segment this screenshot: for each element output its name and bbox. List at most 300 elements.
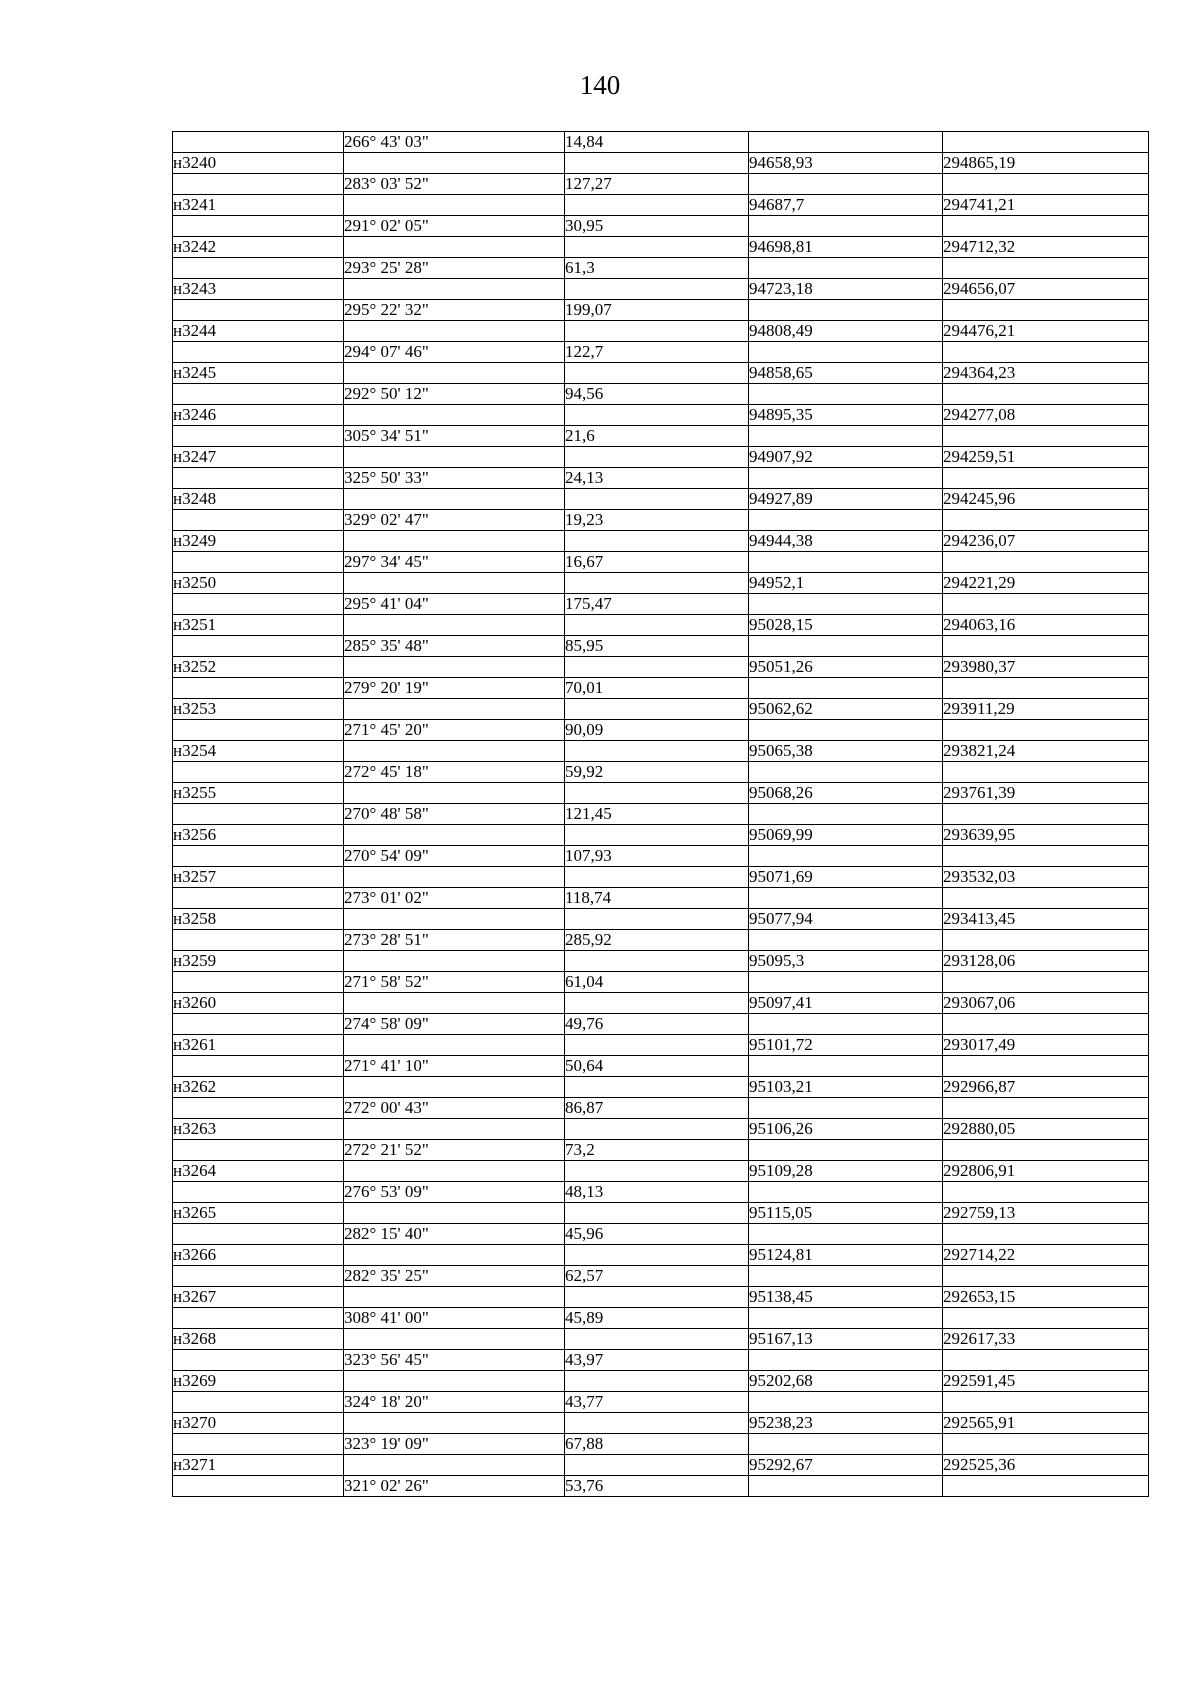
distance-cell <box>565 993 749 1014</box>
y-coordinate-cell: 293532,03 <box>943 867 1149 888</box>
y-coordinate-cell: 294259,51 <box>943 447 1149 468</box>
point-name-cell <box>173 426 344 447</box>
direction-angle-cell <box>344 615 565 636</box>
point-name-cell <box>173 510 344 531</box>
y-coordinate-cell: 292714,22 <box>943 1245 1149 1266</box>
distance-cell: 118,74 <box>565 888 749 909</box>
table-row <box>173 363 1149 384</box>
x-coordinate-cell <box>749 1140 943 1161</box>
direction-angle-cell: 271° 41' 10" <box>344 1056 565 1077</box>
y-coordinate-cell <box>943 132 1149 153</box>
x-coordinate-cell: 94927,89 <box>749 489 943 510</box>
point-name-cell: н3263 <box>173 1119 344 1140</box>
point-name-cell <box>173 216 344 237</box>
distance-cell <box>565 825 749 846</box>
x-coordinate-cell: 95077,94 <box>749 909 943 930</box>
direction-angle-cell: 270° 54' 09" <box>344 846 565 867</box>
y-coordinate-cell <box>943 930 1149 951</box>
table-row <box>173 258 1149 279</box>
direction-angle-cell <box>344 531 565 552</box>
x-coordinate-cell: 94723,18 <box>749 279 943 300</box>
x-coordinate-cell: 95069,99 <box>749 825 943 846</box>
point-name-cell <box>173 888 344 909</box>
x-coordinate-cell: 95028,15 <box>749 615 943 636</box>
table-row <box>173 909 1149 930</box>
direction-angle-cell: 291° 02' 05" <box>344 216 565 237</box>
distance-cell: 19,23 <box>565 510 749 531</box>
y-coordinate-cell <box>943 972 1149 993</box>
distance-cell: 94,56 <box>565 384 749 405</box>
x-coordinate-cell <box>749 1266 943 1287</box>
x-coordinate-cell: 94658,93 <box>749 153 943 174</box>
x-coordinate-cell <box>749 1098 943 1119</box>
x-coordinate-cell <box>749 1392 943 1413</box>
distance-cell <box>565 279 749 300</box>
x-coordinate-cell <box>749 1014 943 1035</box>
x-coordinate-cell <box>749 1476 943 1497</box>
distance-cell: 16,67 <box>565 552 749 573</box>
distance-cell: 121,45 <box>565 804 749 825</box>
direction-angle-cell <box>344 489 565 510</box>
point-name-cell: н3257 <box>173 867 344 888</box>
x-coordinate-cell <box>749 132 943 153</box>
y-coordinate-cell <box>943 384 1149 405</box>
distance-cell <box>565 1077 749 1098</box>
point-name-cell: н3242 <box>173 237 344 258</box>
y-coordinate-cell <box>943 636 1149 657</box>
point-name-cell: н3260 <box>173 993 344 1014</box>
table-row <box>173 1098 1149 1119</box>
point-name-cell: н3249 <box>173 531 344 552</box>
point-name-cell: н3268 <box>173 1329 344 1350</box>
distance-cell: 48,13 <box>565 1182 749 1203</box>
point-name-cell: н3248 <box>173 489 344 510</box>
distance-cell: 61,04 <box>565 972 749 993</box>
y-coordinate-cell: 292617,33 <box>943 1329 1149 1350</box>
distance-cell <box>565 867 749 888</box>
coordinates-table-body <box>173 132 1149 1497</box>
direction-angle-cell: 270° 48' 58" <box>344 804 565 825</box>
table-row <box>173 510 1149 531</box>
point-name-cell <box>173 678 344 699</box>
distance-cell: 61,3 <box>565 258 749 279</box>
x-coordinate-cell <box>749 426 943 447</box>
y-coordinate-cell: 294741,21 <box>943 195 1149 216</box>
direction-angle-cell <box>344 783 565 804</box>
distance-cell: 85,95 <box>565 636 749 657</box>
distance-cell: 62,57 <box>565 1266 749 1287</box>
y-coordinate-cell <box>943 1434 1149 1455</box>
x-coordinate-cell <box>749 1224 943 1245</box>
distance-cell: 90,09 <box>565 720 749 741</box>
table-row <box>173 573 1149 594</box>
y-coordinate-cell <box>943 1056 1149 1077</box>
coordinates-table <box>172 131 1149 1497</box>
distance-cell: 199,07 <box>565 300 749 321</box>
distance-cell: 107,93 <box>565 846 749 867</box>
x-coordinate-cell <box>749 384 943 405</box>
x-coordinate-cell <box>749 678 943 699</box>
y-coordinate-cell: 294063,16 <box>943 615 1149 636</box>
x-coordinate-cell: 95138,45 <box>749 1287 943 1308</box>
direction-angle-cell <box>344 993 565 1014</box>
distance-cell <box>565 909 749 930</box>
point-name-cell <box>173 132 344 153</box>
direction-angle-cell: 293° 25' 28" <box>344 258 565 279</box>
distance-cell <box>565 1161 749 1182</box>
point-name-cell <box>173 720 344 741</box>
distance-cell: 59,92 <box>565 762 749 783</box>
table-row <box>173 489 1149 510</box>
direction-angle-cell: 274° 58' 09" <box>344 1014 565 1035</box>
distance-cell <box>565 1035 749 1056</box>
x-coordinate-cell <box>749 510 943 531</box>
point-name-cell: н3267 <box>173 1287 344 1308</box>
y-coordinate-cell <box>943 678 1149 699</box>
x-coordinate-cell <box>749 1056 943 1077</box>
table-row <box>173 1287 1149 1308</box>
point-name-cell <box>173 174 344 195</box>
table-row <box>173 321 1149 342</box>
table-row <box>173 195 1149 216</box>
y-coordinate-cell: 292806,91 <box>943 1161 1149 1182</box>
point-name-cell: н3256 <box>173 825 344 846</box>
direction-angle-cell <box>344 1035 565 1056</box>
y-coordinate-cell <box>943 1140 1149 1161</box>
table-row <box>173 720 1149 741</box>
point-name-cell: н3245 <box>173 363 344 384</box>
y-coordinate-cell <box>943 1098 1149 1119</box>
y-coordinate-cell: 292653,15 <box>943 1287 1149 1308</box>
y-coordinate-cell: 294236,07 <box>943 531 1149 552</box>
y-coordinate-cell <box>943 720 1149 741</box>
direction-angle-cell <box>344 405 565 426</box>
direction-angle-cell <box>344 867 565 888</box>
y-coordinate-cell <box>943 762 1149 783</box>
x-coordinate-cell <box>749 468 943 489</box>
distance-cell <box>565 699 749 720</box>
direction-angle-cell: 323° 56' 45" <box>344 1350 565 1371</box>
x-coordinate-cell: 95062,62 <box>749 699 943 720</box>
table-row <box>173 1392 1149 1413</box>
x-coordinate-cell: 95071,69 <box>749 867 943 888</box>
table-row <box>173 237 1149 258</box>
point-name-cell: н3270 <box>173 1413 344 1434</box>
x-coordinate-cell: 95124,81 <box>749 1245 943 1266</box>
direction-angle-cell: 266° 43' 03" <box>344 132 565 153</box>
table-row <box>173 615 1149 636</box>
table-row <box>173 426 1149 447</box>
y-coordinate-cell: 294656,07 <box>943 279 1149 300</box>
point-name-cell <box>173 1140 344 1161</box>
distance-cell <box>565 1287 749 1308</box>
x-coordinate-cell: 95103,21 <box>749 1077 943 1098</box>
y-coordinate-cell <box>943 174 1149 195</box>
distance-cell: 285,92 <box>565 930 749 951</box>
direction-angle-cell: 308° 41' 00" <box>344 1308 565 1329</box>
direction-angle-cell <box>344 1329 565 1350</box>
y-coordinate-cell <box>943 594 1149 615</box>
distance-cell: 122,7 <box>565 342 749 363</box>
point-name-cell: н3253 <box>173 699 344 720</box>
x-coordinate-cell: 95109,28 <box>749 1161 943 1182</box>
direction-angle-cell: 272° 21' 52" <box>344 1140 565 1161</box>
y-coordinate-cell: 293980,37 <box>943 657 1149 678</box>
point-name-cell: н3240 <box>173 153 344 174</box>
distance-cell: 67,88 <box>565 1434 749 1455</box>
y-coordinate-cell: 293067,06 <box>943 993 1149 1014</box>
table-row <box>173 1266 1149 1287</box>
point-name-cell: н3254 <box>173 741 344 762</box>
x-coordinate-cell <box>749 258 943 279</box>
table-row <box>173 678 1149 699</box>
direction-angle-cell: 282° 15' 40" <box>344 1224 565 1245</box>
point-name-cell: н3271 <box>173 1455 344 1476</box>
table-row <box>173 1119 1149 1140</box>
distance-cell: 53,76 <box>565 1476 749 1497</box>
direction-angle-cell <box>344 573 565 594</box>
x-coordinate-cell <box>749 804 943 825</box>
y-coordinate-cell: 294245,96 <box>943 489 1149 510</box>
point-name-cell: н3247 <box>173 447 344 468</box>
point-name-cell: н3251 <box>173 615 344 636</box>
distance-cell <box>565 1329 749 1350</box>
table-row <box>173 741 1149 762</box>
direction-angle-cell: 295° 22' 32" <box>344 300 565 321</box>
distance-cell: 70,01 <box>565 678 749 699</box>
distance-cell <box>565 153 749 174</box>
page-number: 140 <box>579 70 621 100</box>
x-coordinate-cell: 94808,49 <box>749 321 943 342</box>
direction-angle-cell: 271° 45' 20" <box>344 720 565 741</box>
direction-angle-cell <box>344 1413 565 1434</box>
table-row <box>173 783 1149 804</box>
direction-angle-cell <box>344 1203 565 1224</box>
direction-angle-cell: 273° 01' 02" <box>344 888 565 909</box>
x-coordinate-cell: 94698,81 <box>749 237 943 258</box>
table-row <box>173 930 1149 951</box>
y-coordinate-cell: 292565,91 <box>943 1413 1149 1434</box>
point-name-cell <box>173 804 344 825</box>
table-row <box>173 636 1149 657</box>
direction-angle-cell: 285° 35' 48" <box>344 636 565 657</box>
y-coordinate-cell: 292591,45 <box>943 1371 1149 1392</box>
distance-cell <box>565 951 749 972</box>
point-name-cell <box>173 1350 344 1371</box>
point-name-cell: н3259 <box>173 951 344 972</box>
table-row <box>173 384 1149 405</box>
x-coordinate-cell <box>749 1350 943 1371</box>
x-coordinate-cell: 94858,65 <box>749 363 943 384</box>
x-coordinate-cell: 95292,67 <box>749 1455 943 1476</box>
table-row <box>173 531 1149 552</box>
distance-cell <box>565 363 749 384</box>
point-name-cell: н3266 <box>173 1245 344 1266</box>
point-name-cell: н3264 <box>173 1161 344 1182</box>
distance-cell <box>565 1203 749 1224</box>
table-row <box>173 468 1149 489</box>
y-coordinate-cell <box>943 258 1149 279</box>
y-coordinate-cell <box>943 1014 1149 1035</box>
y-coordinate-cell <box>943 468 1149 489</box>
x-coordinate-cell <box>749 594 943 615</box>
table-row <box>173 1413 1149 1434</box>
distance-cell <box>565 237 749 258</box>
point-name-cell: н3258 <box>173 909 344 930</box>
distance-cell: 175,47 <box>565 594 749 615</box>
x-coordinate-cell <box>749 342 943 363</box>
point-name-cell <box>173 846 344 867</box>
distance-cell: 14,84 <box>565 132 749 153</box>
direction-angle-cell: 305° 34' 51" <box>344 426 565 447</box>
y-coordinate-cell: 293639,95 <box>943 825 1149 846</box>
y-coordinate-cell: 294221,29 <box>943 573 1149 594</box>
distance-cell: 127,27 <box>565 174 749 195</box>
direction-angle-cell <box>344 909 565 930</box>
point-name-cell: н3246 <box>173 405 344 426</box>
table-row <box>173 1182 1149 1203</box>
point-name-cell: н3265 <box>173 1203 344 1224</box>
x-coordinate-cell <box>749 552 943 573</box>
y-coordinate-cell <box>943 804 1149 825</box>
point-name-cell <box>173 300 344 321</box>
y-coordinate-cell <box>943 216 1149 237</box>
distance-cell <box>565 195 749 216</box>
y-coordinate-cell <box>943 1182 1149 1203</box>
distance-cell <box>565 741 749 762</box>
distance-cell: 86,87 <box>565 1098 749 1119</box>
direction-angle-cell: 294° 07' 46" <box>344 342 565 363</box>
direction-angle-cell <box>344 1245 565 1266</box>
y-coordinate-cell: 293821,24 <box>943 741 1149 762</box>
y-coordinate-cell <box>943 426 1149 447</box>
y-coordinate-cell: 292880,05 <box>943 1119 1149 1140</box>
y-coordinate-cell: 292966,87 <box>943 1077 1149 1098</box>
direction-angle-cell <box>344 1287 565 1308</box>
direction-angle-cell: 292° 50' 12" <box>344 384 565 405</box>
y-coordinate-cell <box>943 846 1149 867</box>
x-coordinate-cell <box>749 720 943 741</box>
point-name-cell <box>173 762 344 783</box>
distance-cell <box>565 531 749 552</box>
table-row <box>173 1371 1149 1392</box>
point-name-cell <box>173 1056 344 1077</box>
y-coordinate-cell: 292759,13 <box>943 1203 1149 1224</box>
direction-angle-cell <box>344 279 565 300</box>
distance-cell <box>565 321 749 342</box>
direction-angle-cell: 276° 53' 09" <box>344 1182 565 1203</box>
point-name-cell: н3261 <box>173 1035 344 1056</box>
distance-cell: 49,76 <box>565 1014 749 1035</box>
table-row <box>173 1014 1149 1035</box>
direction-angle-cell <box>344 363 565 384</box>
direction-angle-cell: 321° 02' 26" <box>344 1476 565 1497</box>
direction-angle-cell <box>344 1161 565 1182</box>
distance-cell <box>565 1119 749 1140</box>
direction-angle-cell <box>344 699 565 720</box>
point-name-cell <box>173 1392 344 1413</box>
direction-angle-cell: 271° 58' 52" <box>344 972 565 993</box>
table-row <box>173 300 1149 321</box>
x-coordinate-cell: 95097,41 <box>749 993 943 1014</box>
x-coordinate-cell: 95051,26 <box>749 657 943 678</box>
direction-angle-cell <box>344 1455 565 1476</box>
x-coordinate-cell: 95106,26 <box>749 1119 943 1140</box>
direction-angle-cell: 272° 45' 18" <box>344 762 565 783</box>
point-name-cell <box>173 342 344 363</box>
y-coordinate-cell <box>943 1350 1149 1371</box>
distance-cell: 21,6 <box>565 426 749 447</box>
x-coordinate-cell <box>749 930 943 951</box>
table-row <box>173 1161 1149 1182</box>
x-coordinate-cell: 94944,38 <box>749 531 943 552</box>
table-row <box>173 1308 1149 1329</box>
x-coordinate-cell <box>749 636 943 657</box>
table-row <box>173 1245 1149 1266</box>
table-row <box>173 342 1149 363</box>
x-coordinate-cell: 95202,68 <box>749 1371 943 1392</box>
direction-angle-cell <box>344 195 565 216</box>
x-coordinate-cell: 95238,23 <box>749 1413 943 1434</box>
table-row <box>173 657 1149 678</box>
direction-angle-cell <box>344 1119 565 1140</box>
x-coordinate-cell <box>749 1434 943 1455</box>
point-name-cell <box>173 636 344 657</box>
y-coordinate-cell <box>943 1308 1149 1329</box>
direction-angle-cell: 279° 20' 19" <box>344 678 565 699</box>
table-row <box>173 951 1149 972</box>
table-row <box>173 888 1149 909</box>
x-coordinate-cell <box>749 174 943 195</box>
x-coordinate-cell: 95068,26 <box>749 783 943 804</box>
direction-angle-cell: 329° 02' 47" <box>344 510 565 531</box>
point-name-cell <box>173 1182 344 1203</box>
x-coordinate-cell <box>749 888 943 909</box>
y-coordinate-cell: 294277,08 <box>943 405 1149 426</box>
y-coordinate-cell <box>943 1266 1149 1287</box>
distance-cell <box>565 573 749 594</box>
x-coordinate-cell: 95167,13 <box>749 1329 943 1350</box>
distance-cell: 45,96 <box>565 1224 749 1245</box>
distance-cell <box>565 615 749 636</box>
table-row <box>173 1350 1149 1371</box>
y-coordinate-cell <box>943 1392 1149 1413</box>
y-coordinate-cell <box>943 300 1149 321</box>
y-coordinate-cell: 293761,39 <box>943 783 1149 804</box>
point-name-cell <box>173 1308 344 1329</box>
point-name-cell: н3262 <box>173 1077 344 1098</box>
y-coordinate-cell <box>943 510 1149 531</box>
point-name-cell <box>173 1476 344 1497</box>
table-row <box>173 1077 1149 1098</box>
direction-angle-cell <box>344 321 565 342</box>
direction-angle-cell <box>344 1077 565 1098</box>
table-row <box>173 132 1149 153</box>
table-row <box>173 762 1149 783</box>
distance-cell <box>565 783 749 804</box>
point-name-cell <box>173 1224 344 1245</box>
direction-angle-cell <box>344 741 565 762</box>
point-name-cell <box>173 384 344 405</box>
point-name-cell: н3255 <box>173 783 344 804</box>
point-name-cell <box>173 1014 344 1035</box>
y-coordinate-cell <box>943 342 1149 363</box>
table-row <box>173 1455 1149 1476</box>
distance-cell <box>565 489 749 510</box>
x-coordinate-cell: 95065,38 <box>749 741 943 762</box>
direction-angle-cell <box>344 1371 565 1392</box>
table-row <box>173 1035 1149 1056</box>
